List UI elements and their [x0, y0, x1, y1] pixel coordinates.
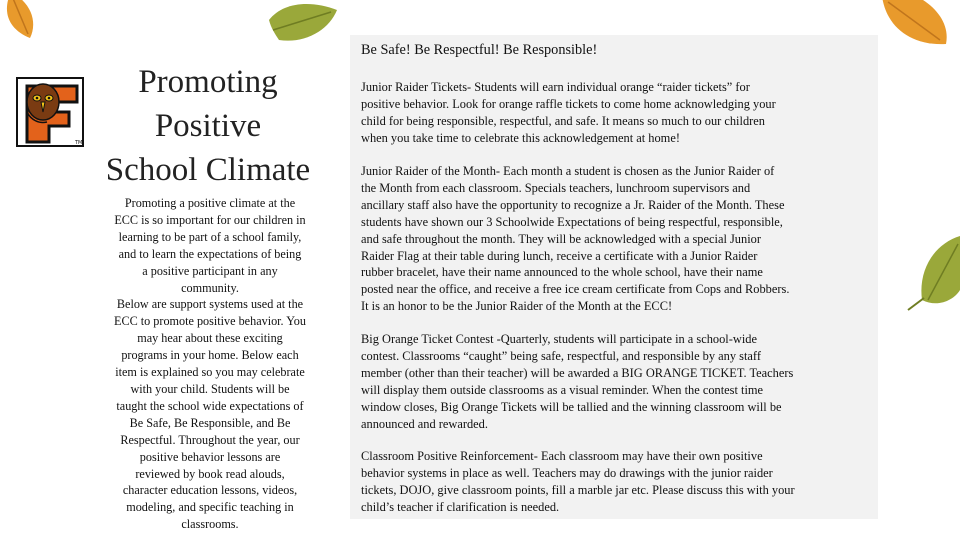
autumn-leaf-icon: [878, 230, 960, 330]
intro-line: a positive participant in any: [142, 263, 278, 278]
autumn-leaf-icon: [876, 0, 960, 62]
section-line: Classroom Positive Reinforcement- Each classroom may have their own positive: [361, 449, 763, 463]
section-line: behavior systems in place as well. Teachers may do drawings with the junior raider: [361, 465, 773, 480]
intro-line: and to learn the expectations of being: [118, 246, 302, 261]
intro-line: with your child. Students will be: [130, 381, 290, 396]
intro-line: modeling, and specific teaching in: [126, 500, 294, 515]
intro-line: may hear about these exciting: [137, 331, 283, 346]
section-line: Raider Flag at their table during lunch, receive a certificate with a Junior Raider: [361, 248, 758, 263]
autumn-leaf-icon: [265, 0, 345, 58]
intro-line: community.: [181, 280, 239, 295]
section-line: when you take time to celebrate this acknowledgement at home!: [361, 130, 680, 145]
section-line: students have shown our 3 Schoolwide Expectations of being respectful, responsible,: [361, 214, 783, 229]
title-line: Positive: [154, 108, 262, 144]
intro-line: taught the school wide expectations of: [116, 398, 304, 413]
intro-line: Be Safe, Be Responsible, and Be: [129, 415, 291, 430]
section-line: posted near the office, and receive a free ice cream certificate from Cops and Robbers.: [361, 282, 790, 297]
intro-line: classrooms.: [181, 517, 239, 532]
intro-line: Below are support systems used at the: [116, 297, 304, 312]
raider-logo-icon: [13, 72, 87, 150]
section-line: ancillary staff also have the opportunity to recognize a Jr. Raider of the Month. These: [361, 197, 785, 212]
section-line: window closes, Big Orange Tickets will be tallied and the winning classroom will be: [361, 399, 782, 414]
intro-line: character education lessons, videos,: [122, 483, 298, 498]
section-raider-of-month: [361, 163, 873, 315]
section-line: child for being responsible, respectful, and safe. It means so much to our children: [361, 113, 765, 128]
intro-text: [93, 195, 327, 533]
expectations-panel: [350, 35, 878, 519]
section-line: Junior Raider of the Month- Each month a student is chosen as the Junior Raider of: [361, 164, 775, 178]
intro-line: ECC to promote positive behavior. You: [114, 314, 306, 329]
trademark-mark: TM: [75, 140, 83, 146]
section-big-orange-ticket: [361, 331, 873, 432]
intro-line: learning to be part of a school family,: [118, 229, 302, 244]
panel-heading: Be Safe! Be Respectful! Be Responsible!: [361, 42, 598, 58]
intro-line: positive behavior lessons are: [139, 449, 281, 464]
section-line: the Month from each classroom. Specials teachers, lunchroom supervisors and: [361, 180, 751, 195]
title-line: Promoting: [138, 64, 278, 100]
section-line: Big Orange Ticket Contest -Quarterly, students will participate in a school-wide: [361, 332, 757, 346]
section-line: positive behavior. Look for orange raffle tickets to come home acknowledging your: [361, 96, 776, 111]
intro-line: Promoting a positive climate at the: [124, 196, 296, 210]
autumn-leaf-icon: [0, 0, 60, 48]
section-line: tickets, DOJO, give classroom points, fill a marble jar etc. Please discuss this with your: [361, 482, 795, 497]
section-line: and safe throughout the month. They will be acknowledged with a special Junior: [361, 231, 761, 246]
section-line: child’s teacher if clarification is needed.: [361, 499, 560, 514]
page-title: [90, 60, 326, 192]
section-raider-tickets: [361, 79, 873, 147]
section-line: member (other than their teacher) will be awarded a BIG ORANGE TICKET. Teachers: [361, 365, 794, 380]
section-line: It is an honor to be the Junior Raider of the Month at the ECC!: [361, 299, 673, 314]
intro-line: reviewed by book read alouds,: [135, 466, 285, 481]
intro-line: programs in your home. Below each: [121, 348, 299, 363]
section-line: announced and rewarded.: [361, 416, 488, 431]
intro-line: item is explained so you may celebrate: [115, 365, 305, 380]
intro-line: Respectful. Throughout the year, our: [120, 432, 300, 447]
title-line: School Climate: [105, 152, 311, 188]
section-line: rubber bracelet, have their name announced to the whole school, have their name: [361, 265, 763, 280]
section-classroom-reinforcement: [361, 448, 873, 516]
section-line: will display them outside classrooms as a visual reminder. When the contest time: [361, 382, 764, 397]
section-line: contest. Classrooms “caught” being safe, respectful, and responsible by any staff: [361, 348, 761, 363]
intro-line: ECC is so important for our children in: [114, 212, 306, 227]
section-line: Junior Raider Tickets- Students will earn individual orange “raider tickets” for: [361, 80, 750, 94]
